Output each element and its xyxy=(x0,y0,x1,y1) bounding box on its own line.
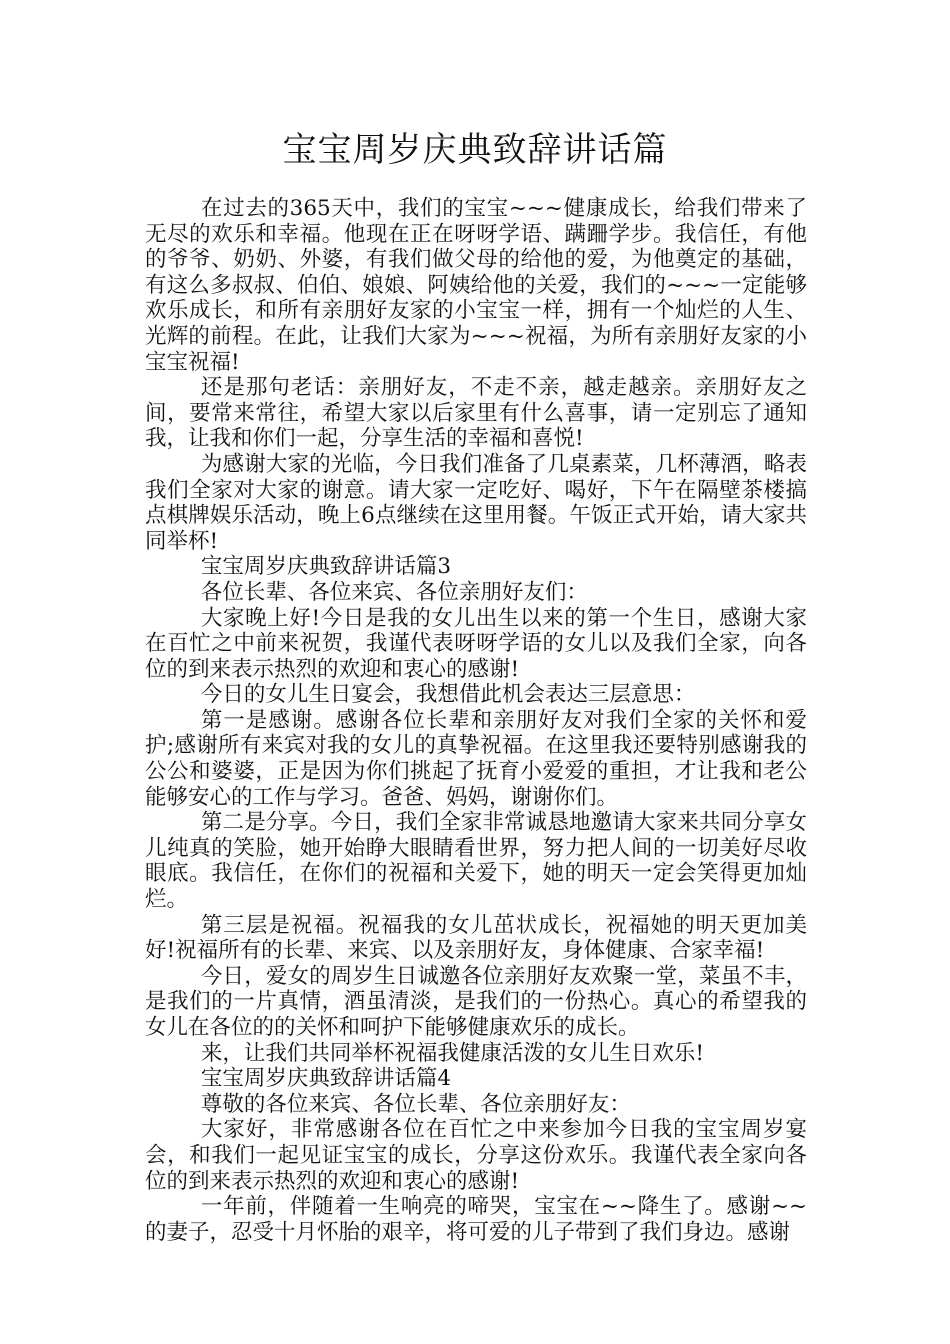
document-body xyxy=(145,196,807,1245)
section-heading: 宝宝周岁庆典致辞讲话篇3 xyxy=(200,554,452,580)
paragraph: 来，让我们共同举杯祝福我健康活泼的女儿生日欢乐! xyxy=(200,1040,705,1066)
paragraph: 一年前，伴随着一生响亮的啼哭，宝宝在~~降生了。感谢~~的妻子，忍受十月怀胎的艰辛，将可爱的儿子带到了我们身边。感谢 xyxy=(145,1194,807,1245)
paragraph: 第二是分享。今日，我们全家非常诚恳地邀请大家来共同分享女儿纯真的笑脸，她开始睁大眼睛看世界，努力把人间的一切美好尽收眼底。我信任，在你们的祝福和关爱下，她的明天一定会笑得更加灿烂。 xyxy=(145,810,807,913)
paragraph: 今日，爱女的周岁生日诚邀各位亲朋好友欢聚一堂，菜虽不丰，是我们的一片真情，酒虽清淡，是我们的一份热心。真心的希望我的女儿在各位的的关怀和呵护下能够健康欢乐的成长。 xyxy=(145,963,807,1040)
salutation: 尊敬的各位来宾、各位长辈、各位亲朋好友： xyxy=(200,1091,631,1117)
paragraph: 还是那句老话：亲朋好友，不走不亲，越走越亲。亲朋好友之间，要常来常往，希望大家以后家里有什么喜事，请一定别忘了通知我，让我和你们一起，分享生活的幸福和喜悦! xyxy=(145,375,807,452)
section-heading: 宝宝周岁庆典致辞讲话篇4 xyxy=(200,1066,452,1092)
paragraph: 在过去的365天中，我们的宝宝~~~健康成长，给我们带来了无尽的欢乐和幸福。他现在正在呀呀学语、蹒跚学步。我信任，有他的爷爷、奶奶、外婆，有我们做父母的给他的爱，为他奠定的基础，有这么多叔叔、伯伯、娘娘、阿姨给他的关爱，我们的~~~一定能够欢乐成长，和所有亲朋好友家的小宝宝一样，拥有一个灿烂的人生、光辉的前程。在此，让我们大家为~~~祝福，为所有亲朋好友家的小宝宝祝福! xyxy=(145,196,807,375)
paragraph: 第一是感谢。感谢各位长辈和亲朋好友对我们全家的关怀和爱护;感谢所有来宾对我的女儿的真挚祝福。在这里我还要特别感谢我的公公和婆婆，正是因为你们挑起了抚育小爱爱的重担，才让我和老公能够安心的工作与学习。爸爸、妈妈，谢谢你们。 xyxy=(145,707,807,810)
paragraph: 大家晚上好!今日是我的女儿出生以来的第一个生日，感谢大家在百忙之中前来祝贺，我谨代表呀呀学语的女儿以及我们全家，向各位的到来表示热烈的欢迎和衷心的感谢! xyxy=(145,605,807,682)
salutation: 各位长辈、各位来宾、各位亲朋好友们： xyxy=(200,579,588,605)
paragraph: 今日的女儿生日宴会，我想借此机会表达三层意思： xyxy=(200,682,696,708)
paragraph: 为感谢大家的光临，今日我们准备了几桌素菜，几杯薄酒，略表我们全家对大家的谢意。请大家一定吃好、喝好，下午在隔壁茶楼搞点棋牌娱乐活动，晚上6点继续在这里用餐。午饭正式开始，请大家共同举杯! xyxy=(145,451,807,554)
document-title: 宝宝周岁庆典致辞讲话篇 xyxy=(282,130,668,170)
paragraph: 第三层是祝福。祝福我的女儿茁状成长，祝福她的明天更加美好!祝福所有的长辈、来宾、以及亲朋好友，身体健康、合家幸福! xyxy=(145,912,807,964)
paragraph: 大家好，非常感谢各位在百忙之中来参加今日我的宝宝周岁宴会，和我们一起见证宝宝的成长，分享这份欢乐。我谨代表全家向各位的到来表示热烈的欢迎和衷心的感谢! xyxy=(145,1117,807,1194)
